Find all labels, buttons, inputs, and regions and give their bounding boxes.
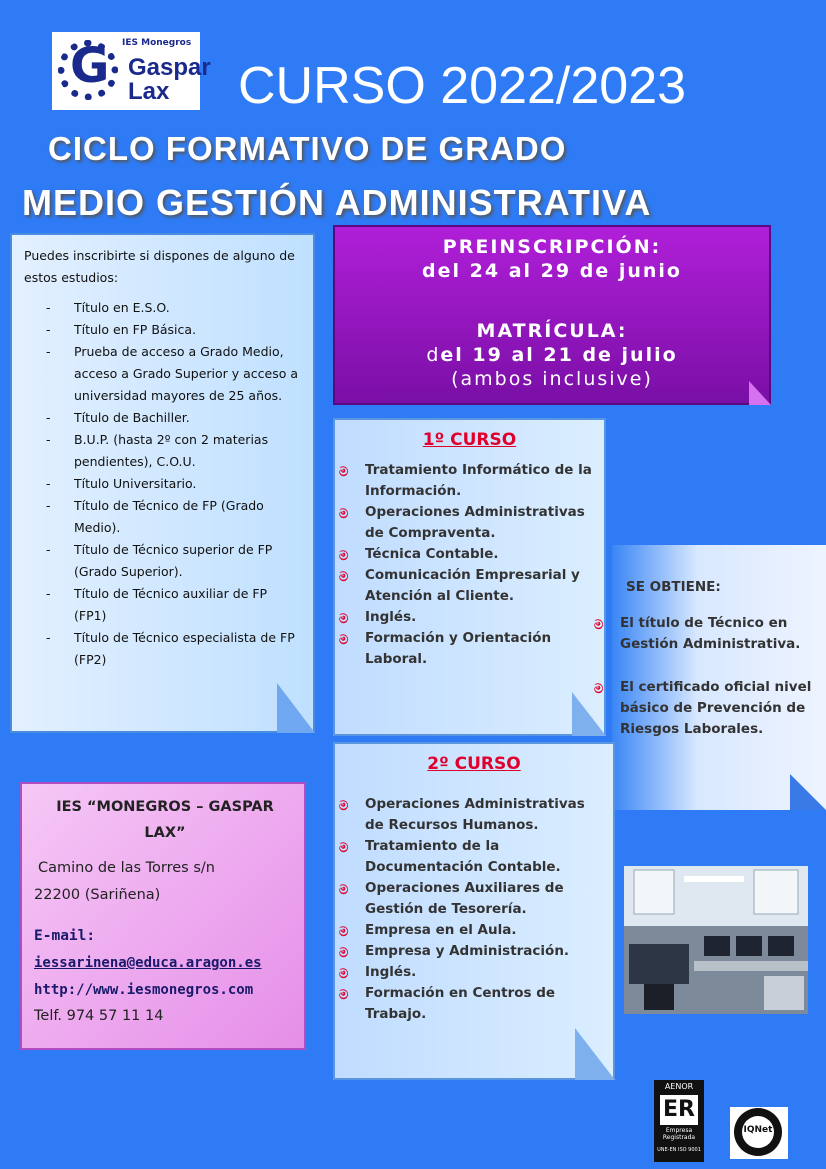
list-item: - B.U.P. (hasta 2º con 2 materias pendientes), C.O.U. [24, 429, 301, 473]
list-item: - Título Universitario. [24, 473, 301, 495]
list-item: - Título de Técnico de FP (Grado Medio). [24, 495, 301, 539]
spiral-bullet-icon: ම [339, 946, 349, 961]
second-year-panel [333, 742, 615, 1080]
list-item: ම Formación en Centros de Trabajo. [339, 985, 556, 1022]
list-item: ම Formación y Orientación Laboral. [339, 630, 552, 667]
list-item: - Título de Bachiller. [24, 407, 301, 429]
aenor-text-2: Registrada [662, 1134, 696, 1141]
spiral-bullet-icon: ම [339, 465, 349, 480]
requirements-panel [10, 233, 315, 733]
page-curl-decoration [575, 1028, 615, 1080]
aenor-text-1: Empresa [665, 1127, 693, 1134]
list-item: - Título de Técnico auxiliar de FP (FP1) [24, 583, 301, 627]
subtitle-line-1: CICLO FORMATIVO DE GRADO [48, 130, 567, 167]
spiral-bullet-icon: ම [339, 883, 349, 898]
list-item: ම Operaciones Administrativas de Compraventa. [339, 504, 585, 541]
aenor-mark: ER [660, 1095, 698, 1125]
spiral-bullet-icon: ම [339, 633, 349, 648]
page-curl-decoration [277, 683, 315, 733]
classroom-photo [624, 866, 808, 1014]
outcomes-list [594, 613, 816, 740]
list-item: ම El certificado oficial nivel básico de Prevención de Riesgos Laborales. [594, 679, 812, 737]
address-line-1: Camino de las Torres s/n [38, 860, 215, 876]
list-item: ම Operaciones Administrativas de Recursos Humanos. [339, 796, 585, 833]
second-year-title: 2º CURSO [427, 754, 521, 774]
spiral-bullet-icon: ම [339, 612, 349, 627]
list-item: ම Empresa y Administración. [335, 941, 613, 962]
outcomes-title: SE OBTIENE: [626, 579, 721, 595]
dates-panel [333, 225, 771, 405]
first-year-list [335, 460, 604, 670]
spiral-bullet-icon: ම [339, 570, 349, 585]
spiral-bullet-icon: ම [594, 618, 604, 633]
list-item: ම Inglés. [335, 607, 604, 628]
iqnet-label: IQNet [743, 1125, 773, 1135]
list-item: - Título de Técnico especialista de FP (FP2) [24, 627, 301, 671]
school-name: IES “MONEGROS – GASPAR LAX” [56, 799, 274, 841]
phone-number: Telf. 974 57 11 14 [34, 1008, 164, 1024]
preinscription-label: PREINSCRIPCIÓN: [442, 236, 662, 258]
spiral-bullet-icon: ම [339, 967, 349, 982]
list-item: - Título en E.S.O. [24, 297, 301, 319]
email-link[interactable]: iessarinena@educa.aragon.es [34, 955, 262, 971]
logo-name-2: Lax [128, 78, 170, 105]
enrollment-prefix: d [426, 344, 441, 366]
spiral-bullet-icon: ම [594, 682, 604, 697]
list-item: ම Comunicación Empresarial y Atención al Cliente. [339, 567, 580, 604]
aenor-top-text: AENOR [664, 1082, 694, 1091]
logo-letter: G [70, 38, 110, 94]
list-item: ම Tratamiento Informático de la Información. [339, 462, 592, 499]
requirements-intro: Puedes inscribirte si dispones de alguno de estos estudios: [24, 248, 295, 285]
first-year-panel [333, 418, 606, 736]
address-line-2: 22200 (Sariñena) [34, 887, 161, 903]
list-item: - Título de Técnico superior de FP (Grado Superior). [24, 539, 301, 583]
email-label: E-mail: [34, 928, 96, 944]
list-item: ම El título de Técnico en Gestión Administrativa. [594, 615, 801, 652]
spiral-bullet-icon: ම [339, 799, 349, 814]
list-item: ම Técnica Contable. [335, 544, 604, 565]
spiral-bullet-icon: ම [339, 507, 349, 522]
spiral-bullet-icon: ම [339, 988, 349, 1003]
list-item: ම Empresa en el Aula. [335, 920, 613, 941]
subtitle-line-2: MEDIO GESTIÓN ADMINISTRATIVA [22, 182, 652, 223]
iqnet-badge [730, 1107, 788, 1159]
first-year-title: 1º CURSO [422, 430, 517, 450]
list-item: ම Operaciones Auxiliares de Gestión de Tesorería. [339, 880, 564, 917]
requirements-list [24, 297, 301, 671]
second-year-list [335, 794, 613, 1025]
page-curl-decoration [790, 774, 826, 810]
page-curl-decoration [749, 381, 771, 405]
spiral-bullet-icon: ම [339, 841, 349, 856]
classroom-photo-illustration [624, 866, 808, 1014]
preinscription-dates: del 24 al 29 de junio [422, 260, 682, 282]
contact-panel [20, 782, 306, 1050]
page-title: CURSO 2022/2023 [238, 57, 687, 115]
list-item: ම Tratamiento de la Documentación Contable. [339, 838, 561, 875]
enrollment-date-range: el 19 al 21 de julio [440, 344, 678, 366]
spiral-bullet-icon: ම [339, 925, 349, 940]
website-link[interactable]: http://www.iesmonegros.com [34, 982, 254, 998]
spiral-bullet-icon: ම [339, 549, 349, 564]
list-item: ම Inglés. [335, 962, 613, 983]
list-item: - Prueba de acceso a Grado Medio, acceso a Grado Superior y acceso a universidad mayores de 25 años. [24, 341, 301, 407]
enrollment-dates [335, 343, 769, 367]
school-logo [52, 32, 211, 110]
dates-note: (ambos inclusive) [451, 368, 653, 390]
aenor-badge [654, 1080, 704, 1162]
logo-name-1: Gaspar [128, 54, 211, 81]
logo-top-text: IES Monegros [122, 38, 192, 48]
outcomes-panel [594, 545, 826, 810]
list-item: - Título en FP Básica. [24, 319, 301, 341]
aenor-code: UNE-EN ISO 9001 [657, 1147, 701, 1153]
enrollment-label: MATRÍCULA: [476, 320, 628, 342]
